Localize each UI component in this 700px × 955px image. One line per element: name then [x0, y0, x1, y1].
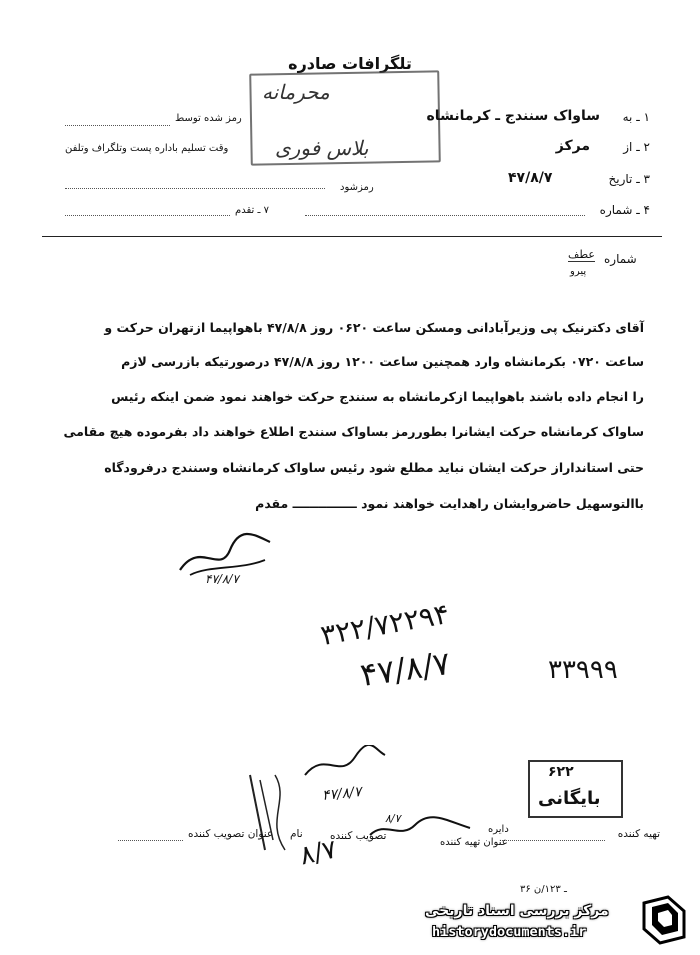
stamp-handwriting-2: بلاس فوری — [275, 136, 369, 160]
footer-department: دایره — [488, 824, 509, 835]
left-handwritten-date: ۸/۷ — [297, 834, 340, 872]
dotted-line — [118, 840, 183, 841]
body-line-2: ساعت ۰۷۲۰ بکرمانشاه وارد همچنین ساعت ۱۲۰۰ روز ۴۷/۸/۸ درصورتیکه بازرسی لازم — [121, 354, 644, 369]
footer-prepared-by: تهیه کننده — [617, 828, 660, 840]
small-handwritten-date: ۸/۷ — [385, 812, 401, 825]
watermark-logo-icon — [638, 893, 690, 945]
dotted-line — [65, 215, 230, 216]
document-title: تلگرافات صادره — [288, 54, 412, 73]
body-line-4: ساواک کرمانشاه حرکت ایشانرا بطوررمز بساواک سنندج اطلاع خواهند داد بفرموده هیچ مقامی — [63, 424, 644, 439]
watermark-website: historydocuments.ir — [432, 924, 587, 940]
reference-atf: عطف — [568, 248, 595, 261]
handwritten-file-number: ۳۲۲/۷۲۲۹۴ — [318, 596, 452, 653]
handwritten-number-right: ۳۳۹۹۹ — [548, 655, 618, 685]
field-priority-label: ۷ ـ تقدم — [235, 205, 269, 216]
field-from-value: مرکز — [555, 138, 590, 154]
reference-number-label: شماره — [604, 252, 637, 266]
footer-name: نام — [290, 828, 303, 840]
mid-handwritten-date: ۴۷/۸/۷ — [321, 783, 363, 805]
field-date-note: رمزشود — [340, 182, 374, 193]
field-number-label: ۴ ـ شماره — [599, 203, 650, 217]
body-line-5: حتی استانداراز حرکت ایشان نباید مطلع شود رئیس ساواک کرمانشاه وسنندج درفرودگاه — [104, 460, 644, 475]
dotted-line — [65, 125, 170, 126]
footer-approved-by: تصویب کننده — [330, 830, 387, 842]
watermark-org-name: مرکز بررسی اسناد تاریخی — [425, 903, 609, 919]
body-line-1: آقای دکترنیک پی وزیرآبادانی ومسکن ساعت ۰۶۲۰ روز ۴۷/۸/۸ باهواپیما ازتهران حرکت و — [104, 320, 644, 335]
field-to-value: ساواک سنندج ـ کرمانشاه — [426, 108, 600, 124]
dotted-line — [500, 840, 605, 841]
stamp-handwriting-1: محرمانه — [262, 80, 330, 104]
header-divider — [42, 236, 662, 237]
field-date-value: ۴۷/۸/۷ — [508, 170, 553, 186]
archive-stamp-text: بایگانی — [538, 788, 601, 809]
signature-2 — [300, 745, 390, 785]
footer-approver-title: عنوان تصویب کننده — [188, 828, 274, 840]
field-from-note: وقت تسلیم باداره پست وتلگراف وتلفن — [65, 143, 229, 154]
body-line-6: باالتوسهیل حاضروایشان راهدایت خواهند نمود ـــــــــــــــ مقدم — [255, 496, 644, 511]
field-from-label: ۲ ـ از — [623, 140, 650, 154]
reference-piro: پیرو — [570, 266, 587, 277]
margin-scribble — [235, 770, 305, 860]
field-date-label: ۳ ـ تاریخ — [608, 172, 650, 186]
dotted-line — [305, 215, 585, 216]
footer-preparer-title: عنوان تهیه کننده — [440, 837, 508, 848]
signature-3 — [365, 810, 475, 850]
form-code: ۳۶ ـ ۱۲۳/ن — [520, 884, 567, 895]
handwritten-date: ۴۷/۸/۷ — [357, 643, 453, 695]
signature-date: ۴۷/۸/۷ — [205, 572, 239, 586]
field-to-label: ۱ ـ به — [622, 110, 650, 124]
body-line-3: را انجام داده باشند باهواپیما ازکرمانشاه به سنندج حرکت خواهند نمود ضمن اینکه رئیس — [111, 389, 644, 404]
field-to-note: رمز شده توسط — [175, 113, 242, 124]
archive-stamp-number: ۶۲۲ — [548, 764, 574, 780]
dotted-line — [65, 188, 325, 189]
